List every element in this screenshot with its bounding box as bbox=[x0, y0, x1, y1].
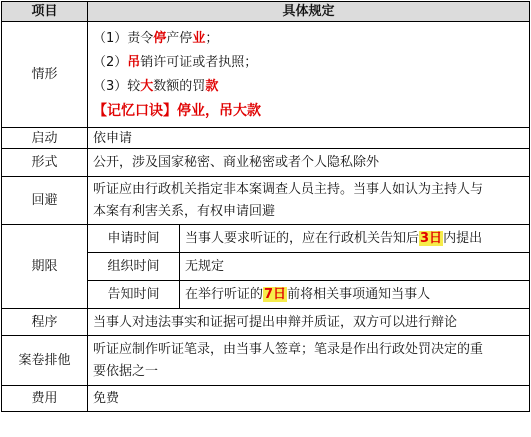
text-segment: （3）较 bbox=[93, 78, 141, 94]
record-content bbox=[88, 336, 530, 386]
notify-time-value bbox=[180, 281, 530, 309]
text-segment: （2） bbox=[93, 54, 128, 70]
avoid-label: 回避 bbox=[2, 177, 88, 225]
situation-line-1 bbox=[93, 27, 524, 51]
start-label: 启动 bbox=[2, 128, 88, 149]
avoid-content bbox=[88, 177, 530, 225]
record-line-1: 听证应制作听证笔录，由当事人签章；笔录是作出行政处罚决定的重 bbox=[93, 341, 484, 357]
fee-label: 费用 bbox=[2, 386, 88, 412]
record-line-2: 要依据之一 bbox=[93, 363, 159, 379]
text-segment: 数额的罚 bbox=[153, 78, 206, 94]
highlight-text: 停 bbox=[153, 30, 167, 46]
text-segment: （1）责令 bbox=[93, 30, 154, 46]
start-value: 依申请 bbox=[88, 128, 530, 149]
row-start bbox=[2, 128, 530, 149]
row-avoid bbox=[2, 177, 530, 225]
mnemonic-text: 【记忆口诀】停业，吊大款 bbox=[93, 102, 261, 119]
highlight-text: 款 bbox=[205, 78, 219, 94]
highlight-text: 大 bbox=[140, 78, 154, 94]
text-segment: ； bbox=[205, 30, 219, 46]
highlight-text: 3日 bbox=[420, 231, 443, 246]
highlight-text: 业 bbox=[192, 30, 206, 46]
notify-time-label: 告知时间 bbox=[88, 281, 180, 309]
procedure-value: 当事人对违法事实和证据可提出申辩并质证，双方可以进行辩论 bbox=[88, 309, 530, 336]
organize-time-value: 无规定 bbox=[180, 253, 530, 281]
table-header-row bbox=[2, 2, 530, 22]
avoid-line-2: 本案有利害关系，有权申请回避 bbox=[93, 203, 276, 219]
fee-value: 免费 bbox=[88, 386, 530, 412]
row-record bbox=[2, 336, 530, 386]
form-value: 公开，涉及国家秘密、商业秘密或者个人隐私除外 bbox=[88, 149, 530, 177]
text-segment: 产停 bbox=[166, 30, 193, 46]
header-item: 项目 bbox=[2, 2, 88, 22]
text-segment: 当事人要求听证的，应在行政机关告知后 bbox=[185, 231, 420, 246]
situation-line-2 bbox=[93, 51, 524, 75]
text-segment: 内提出 bbox=[443, 231, 483, 246]
text-segment: 在举行听证的 bbox=[185, 287, 264, 302]
period-label: 期限 bbox=[2, 225, 88, 309]
organize-time-label: 组织时间 bbox=[88, 253, 180, 281]
apply-time-label: 申请时间 bbox=[88, 225, 180, 253]
highlight-text: 吊 bbox=[127, 54, 141, 70]
row-form bbox=[2, 149, 530, 177]
procedure-label: 程序 bbox=[2, 309, 88, 336]
text-segment: 前将相关事项通知当事人 bbox=[287, 287, 431, 302]
row-procedure bbox=[2, 309, 530, 336]
situation-label: 情形 bbox=[2, 22, 88, 128]
apply-time-value bbox=[180, 225, 530, 253]
row-period-apply bbox=[2, 225, 530, 253]
highlight-text: 7日 bbox=[264, 287, 287, 302]
form-label: 形式 bbox=[2, 149, 88, 177]
text-segment: 销许可证或者执照； bbox=[140, 54, 258, 70]
row-fee bbox=[2, 386, 530, 412]
record-label: 案卷排他 bbox=[2, 336, 88, 386]
situation-line-3 bbox=[93, 75, 524, 99]
row-situation bbox=[2, 22, 530, 128]
hearing-rules-table bbox=[1, 1, 530, 412]
header-rules: 具体规定 bbox=[88, 2, 530, 22]
situation-content bbox=[88, 22, 530, 128]
avoid-line-1: 听证应由行政机关指定非本案调查人员主持。当事人如认为主持人与 bbox=[93, 181, 484, 197]
